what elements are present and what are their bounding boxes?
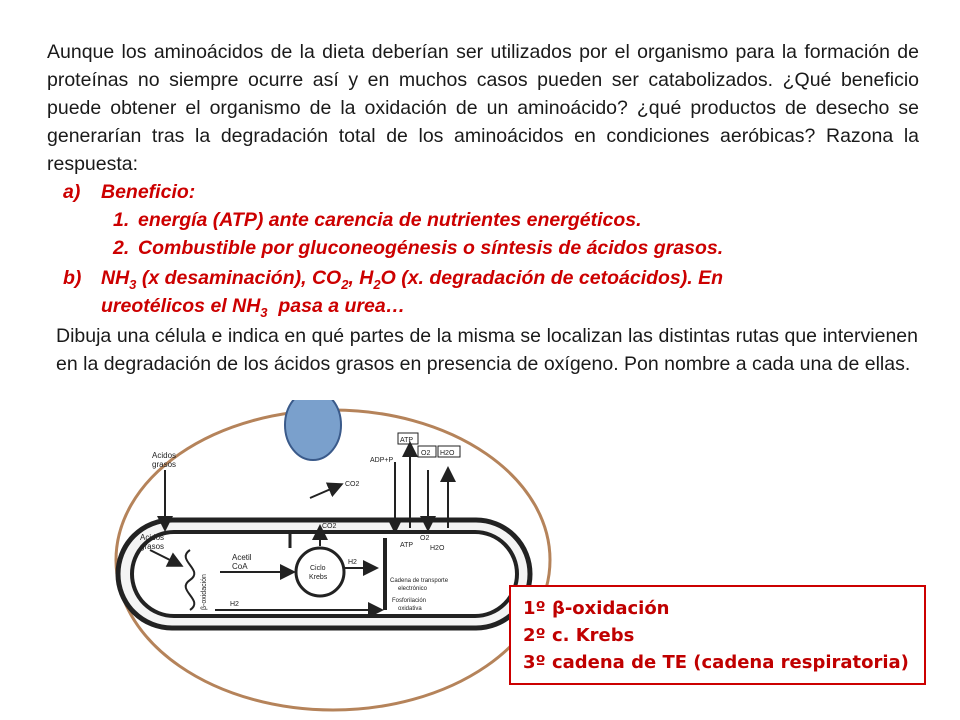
legend-box bbox=[509, 585, 926, 685]
answer-a-letter: a) bbox=[63, 181, 81, 203]
krebs-cycle-circle bbox=[296, 548, 344, 596]
label-acidos-in-1: Acidos bbox=[140, 533, 165, 542]
legend-item-2: 2º c. Krebs bbox=[523, 625, 635, 646]
label-atp-in: ATP bbox=[400, 542, 414, 549]
label-acetil-2: CoA bbox=[232, 562, 248, 571]
label-cadena-2: electrónico bbox=[398, 586, 428, 592]
answer-b-text-3: O (x. degradación de cetoácidos). En bbox=[380, 267, 724, 289]
label-fosfo-1: Fosforilación bbox=[392, 598, 427, 604]
answer-b-line-2 bbox=[101, 294, 405, 319]
answer-a-item-1 bbox=[113, 208, 642, 233]
answer-a-title: Beneficio: bbox=[101, 181, 196, 203]
answer-b-letter: b) bbox=[63, 267, 82, 289]
answer-a-heading bbox=[63, 180, 195, 205]
legend-item-3: 3º cadena de TE (cadena respiratoria) bbox=[523, 652, 909, 673]
nucleus bbox=[285, 400, 341, 460]
label-ciclo-1: Ciclo bbox=[310, 565, 326, 572]
label-h2o-box: H2O bbox=[440, 450, 455, 457]
label-beta-oxidacion: β-oxidación bbox=[201, 574, 208, 610]
label-adp-p: ADP+P bbox=[370, 457, 394, 464]
label-o2-box: O2 bbox=[421, 450, 431, 457]
answer-b-line-1 bbox=[63, 266, 723, 291]
label-cadena-1: Cadena de transporte bbox=[390, 578, 449, 584]
label-h2o-in: H2O bbox=[430, 545, 445, 552]
answer-b-h-sub: 2 bbox=[373, 276, 381, 292]
label-acidos-top-2: grasos bbox=[152, 460, 177, 469]
answer-b-line-2-sub: 3 bbox=[260, 304, 268, 320]
legend-item-1: 1º β-oxidación bbox=[523, 598, 670, 619]
label-fosfo-2: oxidativa bbox=[398, 606, 422, 612]
label-h2-bottom: H2 bbox=[230, 601, 239, 608]
label-o2-in: O2 bbox=[420, 535, 430, 542]
label-acetil-1: Acetil bbox=[232, 553, 252, 562]
co2-out-arrow-2 bbox=[310, 485, 340, 498]
answer-b-co-sub: 2 bbox=[341, 276, 349, 292]
answer-b-nh: NH bbox=[101, 267, 130, 289]
answer-b-text-2: , H bbox=[348, 267, 374, 289]
answer-b-text-1: (x desaminación), CO bbox=[136, 267, 342, 289]
answer-b-nh-sub: 3 bbox=[129, 276, 137, 292]
answer-a-item-2-num: 2. bbox=[113, 237, 130, 259]
label-ciclo-2: Krebs bbox=[309, 574, 328, 581]
label-co2-top: CO2 bbox=[345, 481, 360, 488]
answer-a-item-2 bbox=[113, 236, 723, 261]
label-co2-mid: CO2 bbox=[322, 523, 337, 530]
answer-a-item-1-text: energía (ATP) ante carencia de nutrientes energéticos. bbox=[138, 209, 642, 231]
label-acidos-in-2: grasos bbox=[140, 542, 165, 551]
answer-b-line-2-b: pasa a urea… bbox=[267, 295, 406, 317]
label-h2-mid: H2 bbox=[348, 559, 357, 566]
question-1-text: Aunque los aminoácidos de la dieta deberían ser utilizados por el organismo para la formación de proteínas no siempre ocurre así y en muchos casos pueden ser catabolizados. ¿Qué beneficio puede obtener el organismo de la oxidación de un aminoácido? ¿qué productos de desecho se generarían tras la degradación total de los aminoácidos en condiciones aeróbicas? Razona la respuesta: bbox=[47, 41, 919, 175]
answer-b-line-2-a: ureotélicos el NH bbox=[101, 295, 261, 317]
label-acidos-top-1: Acidos bbox=[152, 451, 177, 460]
answer-a-item-1-num: 1. bbox=[113, 209, 130, 231]
label-atp-box: ATP bbox=[400, 437, 414, 444]
answer-a-item-2-text: Combustible por gluconeogénesis o síntesis de ácidos grasos. bbox=[138, 237, 724, 259]
question-2-text: Dibuja una célula e indica en qué partes de la misma se localizan las distintas rutas que intervienen en la degradación de los ácidos grasos en presencia de oxígeno. Pon nombre a cada una de ellas. bbox=[56, 325, 918, 375]
